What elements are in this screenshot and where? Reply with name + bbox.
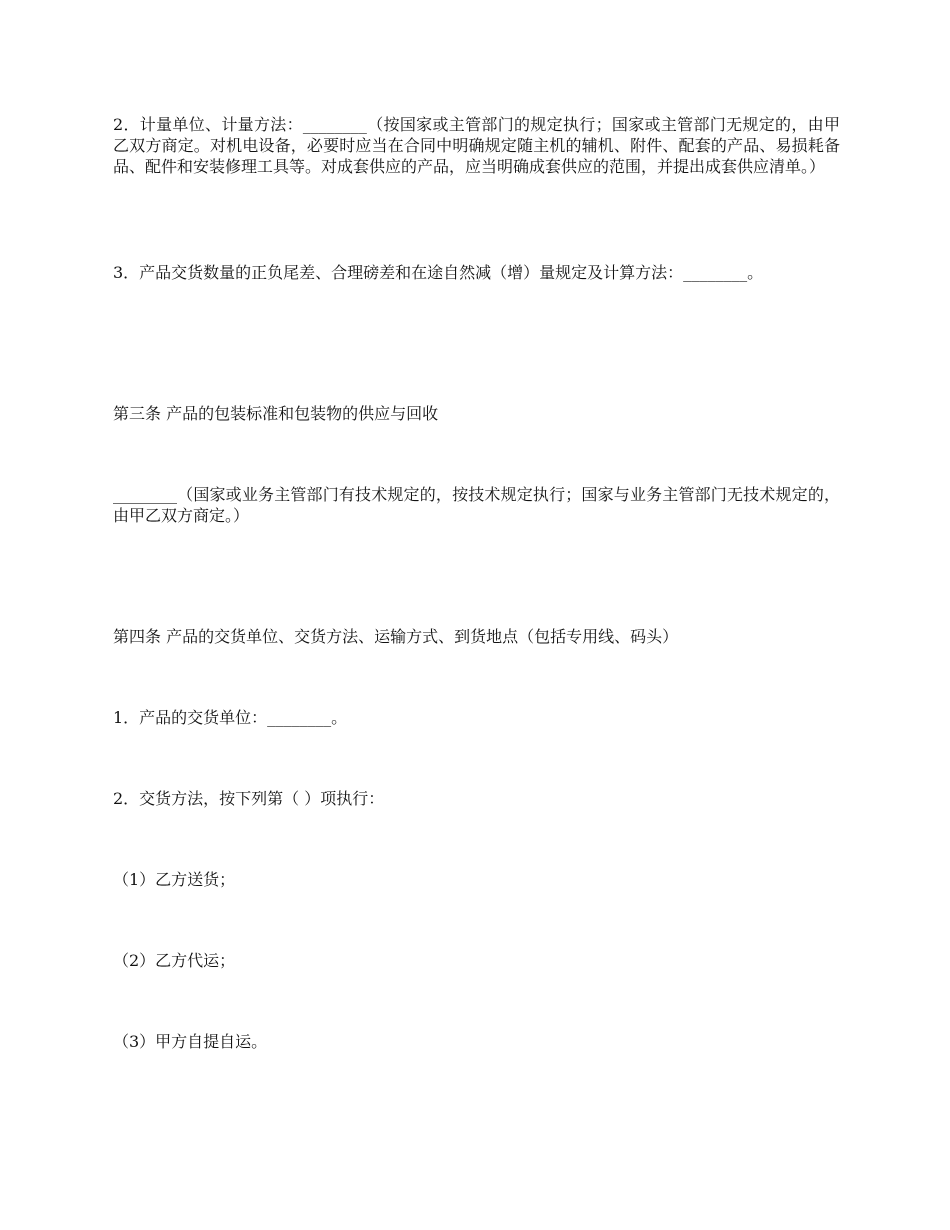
article-4-heading: 第四条 产品的交货单位、交货方法、运输方式、到货地点（包括专用线、码头） [113,627,679,646]
clause-2-delivery-method: 2．交货方法，按下列第（ ）项执行： [113,789,385,808]
article-3-heading: 第三条 产品的包装标准和包装物的供应与回收 [113,404,439,423]
clause-1-delivery-unit: 1．产品的交货单位：________。 [113,708,348,727]
option-2-seller-shipping: （2）乙方代运； [113,951,236,970]
option-3-buyer-pickup: （3）甲方自提自运。 [113,1032,268,1051]
option-1-seller-delivery: （1）乙方送货； [113,870,236,889]
article-3-packaging-text: ________（国家或业务主管部门有技术规定的，按技术规定执行；国家与业务主管部门无技术规定的，由甲乙双方商定。） [113,485,840,525]
clause-2-measurement-unit: 2．计量单位、计量方法：________（按国家或主管部门的规定执行；国家或主管部门无规定的，由甲乙双方商定。对机电设备，必要时应当在合同中明确规定随主机的辅机、附件、配套的产品、易损耗备品、配件和安装修理工具等。对成套供应的产品，应当明确成套供应的范围，并提出成套供应清单。） [113,115,840,176]
clause-3-delivery-quantity-tolerance: 3．产品交货数量的正负尾差、合理磅差和在途自然减（增）量规定及计算方法：________。 [113,263,764,282]
